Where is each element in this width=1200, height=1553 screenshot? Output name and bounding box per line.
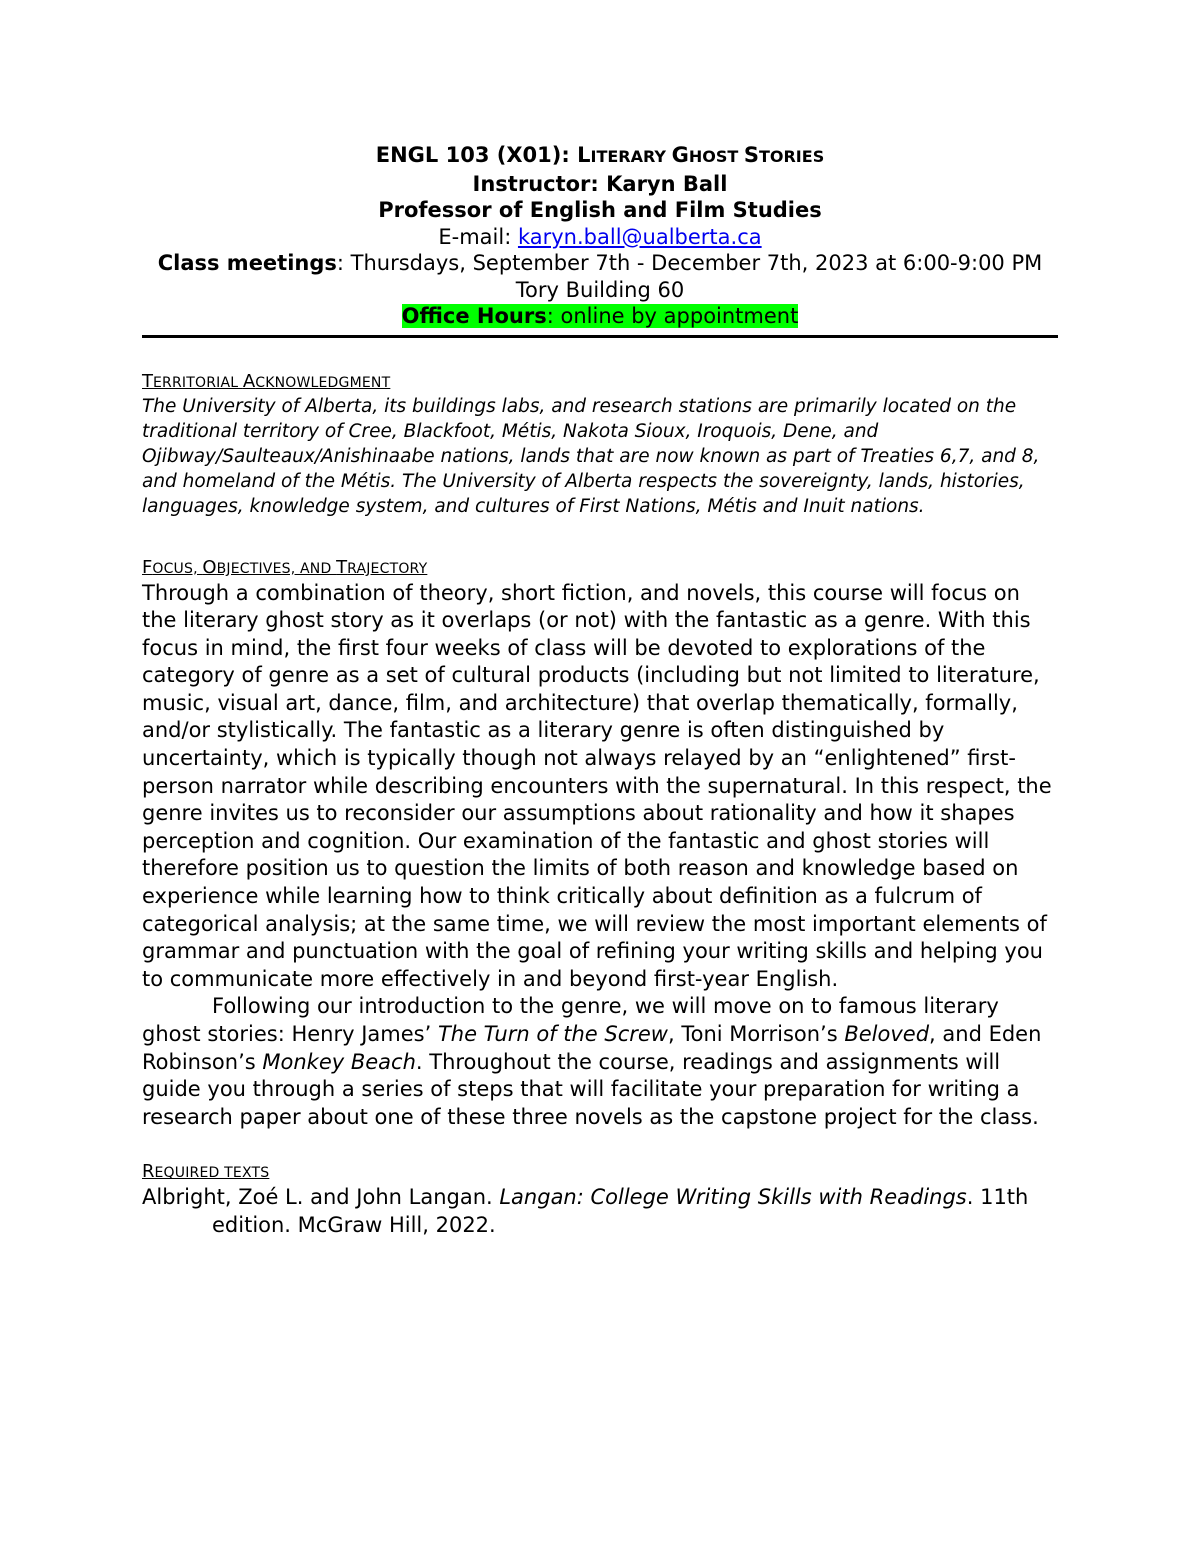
class-meetings-text: : Thursdays, September 7th - December 7th, 2023 at 6:00-9:00 PM	[336, 251, 1043, 275]
email-line	[142, 224, 1058, 251]
header-divider	[142, 335, 1058, 338]
required-texts-section	[142, 1161, 1058, 1239]
territorial-heading: TERRITORIAL ACKNOWLEDGMENT	[142, 370, 391, 392]
course-title-w1-rest: ITERARY	[590, 147, 672, 166]
required-text-title: Langan: College Writing Skills with Readings	[499, 1185, 967, 1210]
course-header	[142, 142, 1058, 330]
office-hours-line	[142, 303, 1058, 330]
office-hours-highlight	[402, 304, 799, 328]
book-title-monkey-beach: Monkey Beach	[262, 1049, 416, 1074]
required-text-reference-cont: edition. McGraw Hill, 2022.	[212, 1212, 496, 1237]
syllabus-page	[142, 142, 1058, 1240]
office-hours-text: : online by appointment	[546, 304, 799, 328]
territorial-text: The University of Alberta, its buildings labs, and research stations are primarily located on the traditional territory of Cree, Blackfoot, Métis, Nakota Sioux, Iroquois, Dene, and Ojibway/Saulteaux/Anishinaabe nations, lands that are now known as part of Treaties 6,7, and 8, and homeland of the Métis. The University of Alberta respects the sovereignty, lands, histories, languages, knowledge system, and cultures of First Nations, Métis and Inuit nations.	[142, 395, 1040, 517]
focus-heading: FOCUS, OBJECTIVES, AND TRAJECTORY	[142, 556, 428, 578]
instructor-line: Instructor: Karyn Ball	[472, 171, 728, 196]
focus-paragraph-1: Through a combination of theory, short fiction, and novels, this course will focus on the literary ghost story as it overlaps (or not) with the fantastic as a genre. With this focus in mind, the first four weeks of class will be devoted to explorations of the category of genre as a set of cultural products (including but not limited to literature, music, visual art, dance, film, and architecture) that overlap thematically, formally, and/or stylistically. The fantastic as a literary genre is often distinguished by uncertainty, which is typically though not always relayed by an “enlightened” first-person narrator while describing encounters with the supernatural. In this respect, the genre invites us to reconsider our assumptions about rationality and how it shapes perception and cognition. Our examination of the fantastic and ghost stories will therefore position us to question the limits of both reason and knowledge based on experience while learning how to think critically about definition as a fulcrum of categorical analysis; at the same time, we will review the most important elements of grammar and punctuation with the goal of refining your writing skills and helping you to communicate more effectively in and beyond first-year English.	[142, 580, 1052, 991]
class-meetings-line	[142, 250, 1058, 277]
course-title-w3-rest: TORIES	[758, 147, 825, 166]
course-code: ENGL 103 (X01):	[375, 143, 578, 167]
focus-section	[142, 557, 1058, 1132]
course-title-w3-first: S	[743, 143, 759, 167]
email-link[interactable]: karyn.ball@ualberta.ca	[517, 224, 762, 249]
focus-paragraph-2: Following our introduction to the genre, we will move on to famous literary ghost stories: Henry James’ The Turn of the Screw, Toni Morrison’s Beloved, and Eden Robinson’s Monkey Beach. Throughout the course, readings and assignments will guide you through a series of steps that will facilitate your preparation for writing a research paper about one of these three novels as the capstone project for the class.	[142, 994, 1042, 1129]
course-title	[142, 142, 1058, 171]
location-line: Tory Building 60	[515, 277, 685, 302]
required-text-reference: Albright, Zoé L. and John Langan. Langan: College Writing Skills with Readings. 11th	[142, 1185, 1029, 1210]
office-hours-label: Office Hours	[401, 304, 547, 328]
book-title-beloved: Beloved	[844, 1022, 930, 1046]
territorial-section	[142, 371, 1058, 519]
required-texts-heading: REQUIRED TEXTS	[142, 1161, 270, 1183]
position-line: Professor of English and Film Studies	[378, 198, 822, 222]
book-title-turn-of-the-screw: The Turn of the Screw	[437, 1022, 668, 1046]
class-meetings-label: Class meetings	[157, 251, 337, 275]
course-title-w1-first: L	[577, 143, 591, 167]
email-label: E-mail:	[438, 224, 518, 249]
course-title-w2-first: G	[671, 143, 689, 167]
course-title-w2-rest: HOST	[688, 147, 744, 166]
